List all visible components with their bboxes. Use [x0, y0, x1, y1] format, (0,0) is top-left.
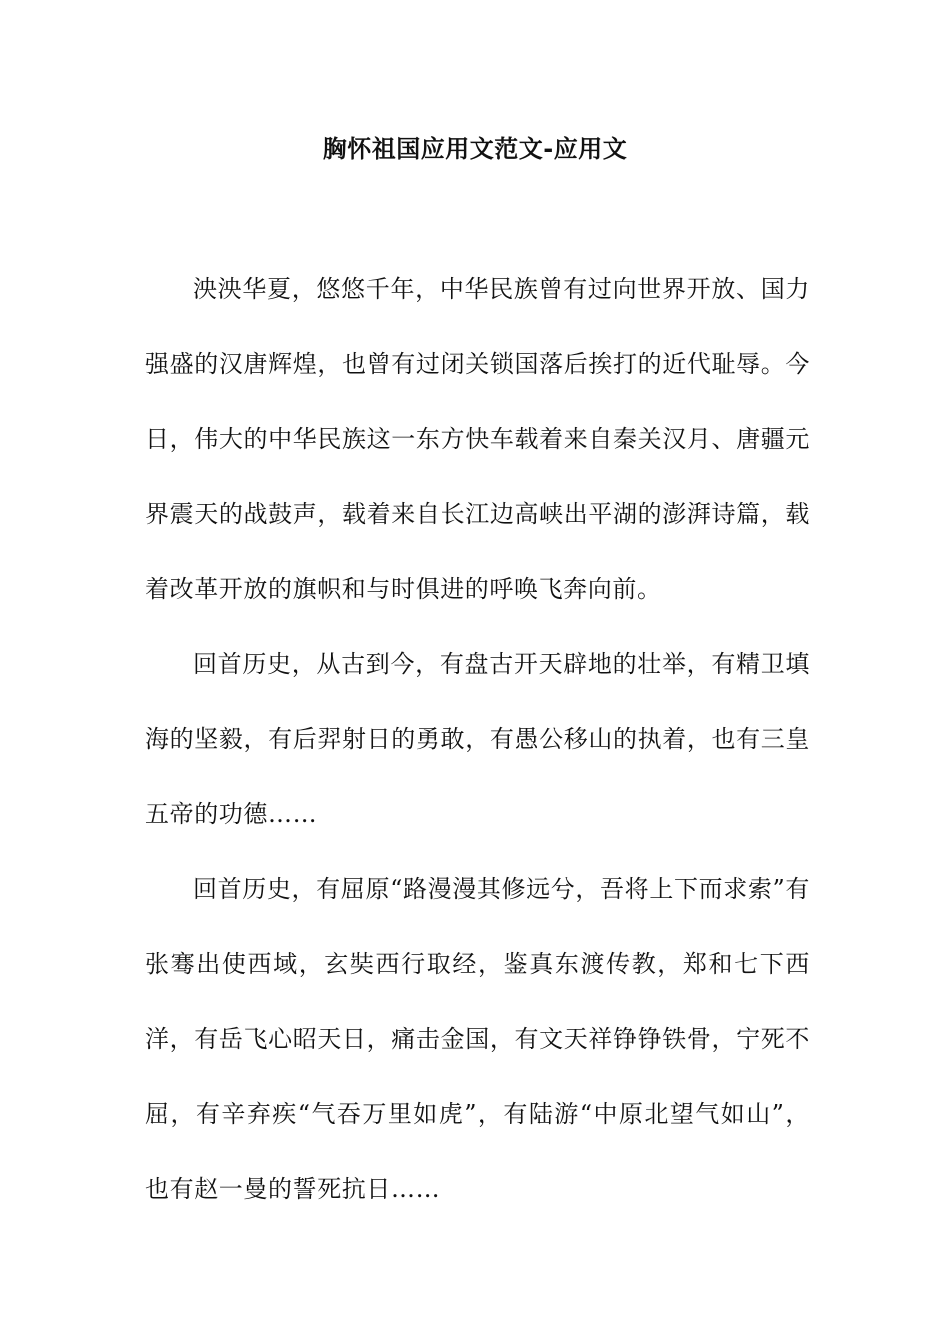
document-body — [145, 252, 810, 1227]
paragraph-2: 回首历史，从古到今，有盘古开天辟地的壮举，有精卫填海的坚毅，有后羿射日的勇敢，有愚公移山的执着，也有三皇五帝的功德…… — [145, 650, 810, 828]
document-title: 胸怀祖国应用文范文-应用文 — [322, 135, 628, 163]
paragraph-3: 回首历史，有屈原“路漫漫其修远兮，吾将上下而求索”有张骞出使西域，玄奘西行取经，鉴真东渡传教，郑和七下西洋，有岳飞心昭天日，痛击金国，有文天祥铮铮铁骨，宁死不屈，有辛弃疾“气吞万里如虎”，有陆游“中原北望气如山”，也有赵一曼的誓死抗日…… — [145, 875, 810, 1203]
paragraph-1: 泱泱华夏，悠悠千年，中华民族曾有过向世界开放、国力强盛的汉唐辉煌，也曾有过闭关锁国落后挨打的近代耻辱。今日，伟大的中华民族这一东方快车载着来自秦关汉月、唐疆元界震天的战鼓声，载着来自长江边高峡出平湖的澎湃诗篇，载着改革开放的旗帜和与时俱进的呼唤飞奔向前。 — [145, 275, 810, 603]
